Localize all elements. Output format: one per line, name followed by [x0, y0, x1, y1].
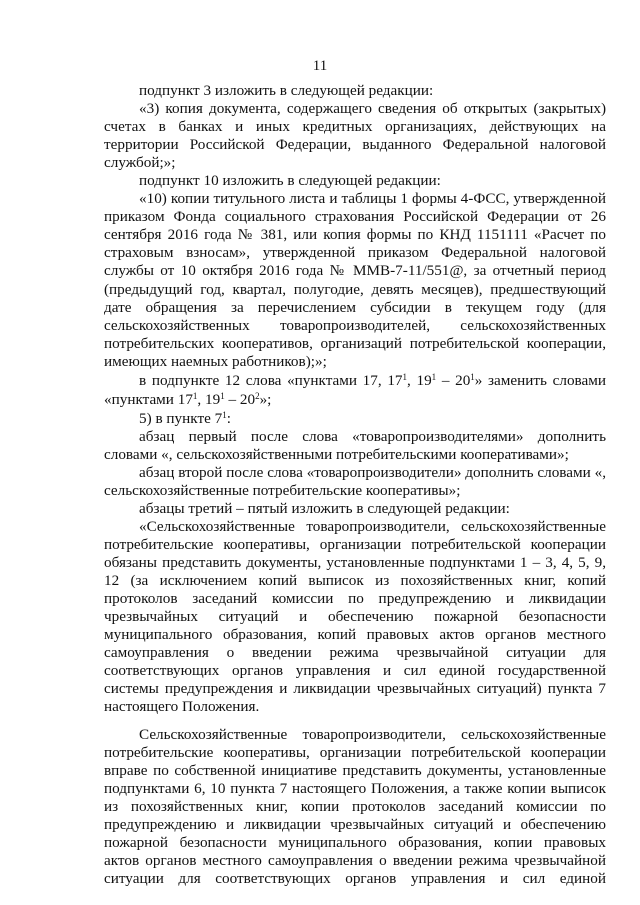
text-fragment: в подпункте 12 слова «пунктами 17, 17	[139, 371, 403, 389]
paragraph: подпункт 10 изложить в следующей редакции:	[139, 172, 441, 190]
paragraph: абзацы третий – пятый изложить в следующей редакции:	[139, 499, 510, 517]
text-fragment: »;	[259, 390, 272, 408]
superscript: 1	[431, 371, 437, 382]
document-body	[104, 82, 606, 888]
superscript: 1	[470, 371, 475, 382]
superscript: 1	[402, 371, 408, 382]
text-fragment: 5) в пункте 7	[139, 409, 223, 427]
paragraph: абзац второй после слова «товаропроизводители» дополнить словами «, сельскохозяйственные потребительские кооперативы»;	[104, 463, 606, 499]
superscript: 1	[220, 390, 225, 401]
text-fragment: – 20	[436, 371, 471, 389]
paragraph: «Сельскохозяйственные товаропроизводители, сельскохозяйственные потребительские кооперативы, организации потребительской кооперации обязаны представить документы, установленные подпунктами 1 – 3, 4, 5, 9, 12 (за исключением копий выписок из похозяйственных книг, копий протоколов заседаний комиссии по предупреждению и ликвидации чрезвычайных ситуаций и обеспечению пожарной безопасности муниципального образования, копий правовых актов органов местного самоуправления о введении режима чрезвычайной ситуации для соответствующих органов управления и сил единой государственной системы предупреждения и ликвидации чрезвычайных ситуаций) пункта 7 настоящего Положения.	[104, 517, 606, 716]
paragraph-item-5	[104, 409, 606, 428]
paragraph: Сельскохозяйственные товаропроизводители, сельскохозяйственные потребительские кооперативы, организации потребительской кооперации вправе по собственной инициативе представить документы, установленные подпунктами 6, 10 пункта 7 настоящего Положения, а также копии выписок из похозяйственных книг, копии протоколов заседаний комиссии по предупреждению и ликвидации чрезвычайных ситуаций и обеспечению пожарной безопасности муниципального образования, копии правовых актов органов местного самоуправления о введении режима чрезвычайной ситуации для соответствующих органов управления и сил единой	[104, 725, 606, 887]
text-fragment: :	[226, 409, 231, 427]
paragraph-amend-12	[104, 371, 606, 409]
text-fragment: , 19	[197, 390, 221, 408]
paragraph: «3) копия документа, содержащего сведения об открытых (закрытых) счетах в банках и иных кредитных организациях, действующих на территории Российской Федерации, выданного Федеральной налоговой службой;»;	[104, 100, 606, 172]
superscript: 1	[192, 390, 198, 401]
paragraph: «10) копии титульного листа и таблицы 1 формы 4-ФСС, утвержденной приказом Фонда социального страхования Российской Федерации от 26 сентября 2016 года № 381, или копия формы по КНД 1151111 «Расчет по страховым взносам», утвержденной приказом Федеральной налоговой службы от 10 октября 2016 года № ММВ-7-11/551@, за отчетный период (предыдущий год, квартал, полугодие, девять месяцев), предшествующий дате обращения за перечислением субсидии в текущем году (для сельскохозяйственных товаропроизводителей, сельскохозяйственных потребительских кооперативов, организаций потребительской кооперации, имеющих наемных работников);»;	[104, 190, 606, 370]
text-fragment: , 19	[407, 371, 432, 389]
paragraph: абзац первый после слова «товаропроизводителями» дополнить словами «, сельскохозяйственными потребительскими кооперативами»;	[104, 427, 606, 463]
text-fragment: » заменить словами «пунктами 17	[104, 371, 607, 408]
superscript: 1	[222, 409, 227, 420]
page-number: 11	[312, 58, 328, 74]
paragraph: подпункт 3 изложить в следующей редакции:	[139, 82, 434, 99]
text-fragment: – 20	[224, 390, 256, 408]
superscript: 2	[255, 390, 260, 401]
